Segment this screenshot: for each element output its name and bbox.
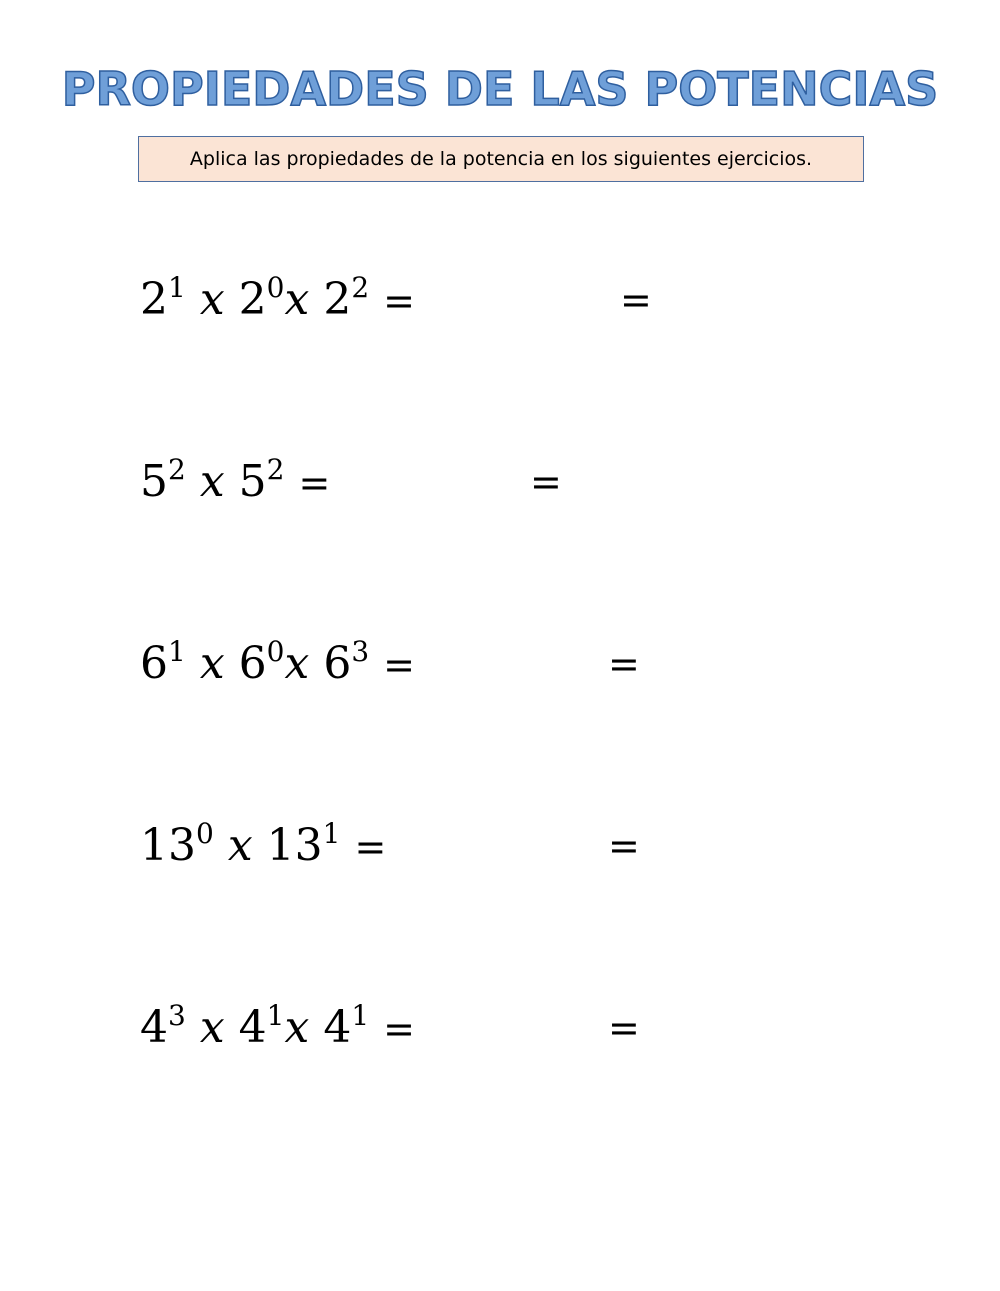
base: 6 (238, 638, 267, 689)
instruction-text: Aplica las propiedades de la potencia en los siguientes ejercicios. (189, 148, 813, 170)
exponent: 3 (351, 635, 370, 668)
base: 13 (266, 820, 323, 871)
multiply-operator: x (199, 456, 225, 507)
base: 5 (238, 456, 267, 507)
equals-sign: = (298, 461, 331, 505)
multiply-operator: x (284, 274, 310, 325)
base: 4 (323, 1002, 352, 1053)
exponent: 3 (168, 999, 186, 1032)
exponent: 0 (266, 271, 285, 304)
multiply-operator: x (199, 274, 225, 325)
exponent: 1 (351, 999, 370, 1032)
multiply-operator: x (227, 820, 253, 871)
exponent: 0 (266, 635, 285, 668)
multiply-operator: x (199, 638, 225, 689)
exercise-4-expression (140, 816, 386, 881)
exponent: 2 (266, 453, 285, 486)
base: 2 (323, 274, 352, 325)
exponent: 2 (351, 271, 370, 304)
result-equals-sign: = (608, 824, 640, 868)
result-equals-sign: = (530, 460, 562, 504)
exercise-2 (140, 452, 840, 512)
equals-sign: = (383, 279, 415, 323)
exponent: 2 (168, 453, 186, 486)
exponent: 1 (322, 817, 341, 850)
result-equals-sign: = (608, 1006, 640, 1050)
base: 13 (140, 820, 196, 871)
multiply-operator: x (199, 1002, 225, 1053)
exercise-5-expression (140, 998, 415, 1063)
exponent: 0 (196, 817, 214, 850)
page-title: PROPIEDADES DE LAS POTENCIAS (61, 62, 939, 116)
base: 4 (140, 1002, 168, 1053)
exponent: 1 (168, 635, 186, 668)
base: 6 (323, 638, 352, 689)
multiply-operator: x (284, 638, 310, 689)
equals-sign: = (354, 825, 387, 869)
multiply-operator: x (284, 1002, 310, 1053)
exercise-1 (140, 270, 840, 330)
exponent: 1 (266, 999, 285, 1032)
equals-sign: = (383, 1007, 415, 1051)
equals-sign: = (383, 643, 415, 687)
exercise-2-expression (140, 452, 330, 517)
base: 5 (140, 456, 168, 507)
base: 6 (140, 638, 168, 689)
result-equals-sign: = (608, 642, 640, 686)
exercise-4 (140, 816, 840, 876)
base: 2 (238, 274, 267, 325)
instruction-box (138, 136, 864, 182)
base: 2 (140, 274, 168, 325)
exponent: 1 (168, 271, 186, 304)
exercise-1-expression (140, 270, 415, 335)
exercise-5 (140, 998, 840, 1058)
result-equals-sign: = (620, 278, 652, 322)
exercise-3 (140, 634, 840, 694)
exercise-3-expression (140, 634, 415, 699)
base: 4 (238, 1002, 267, 1053)
